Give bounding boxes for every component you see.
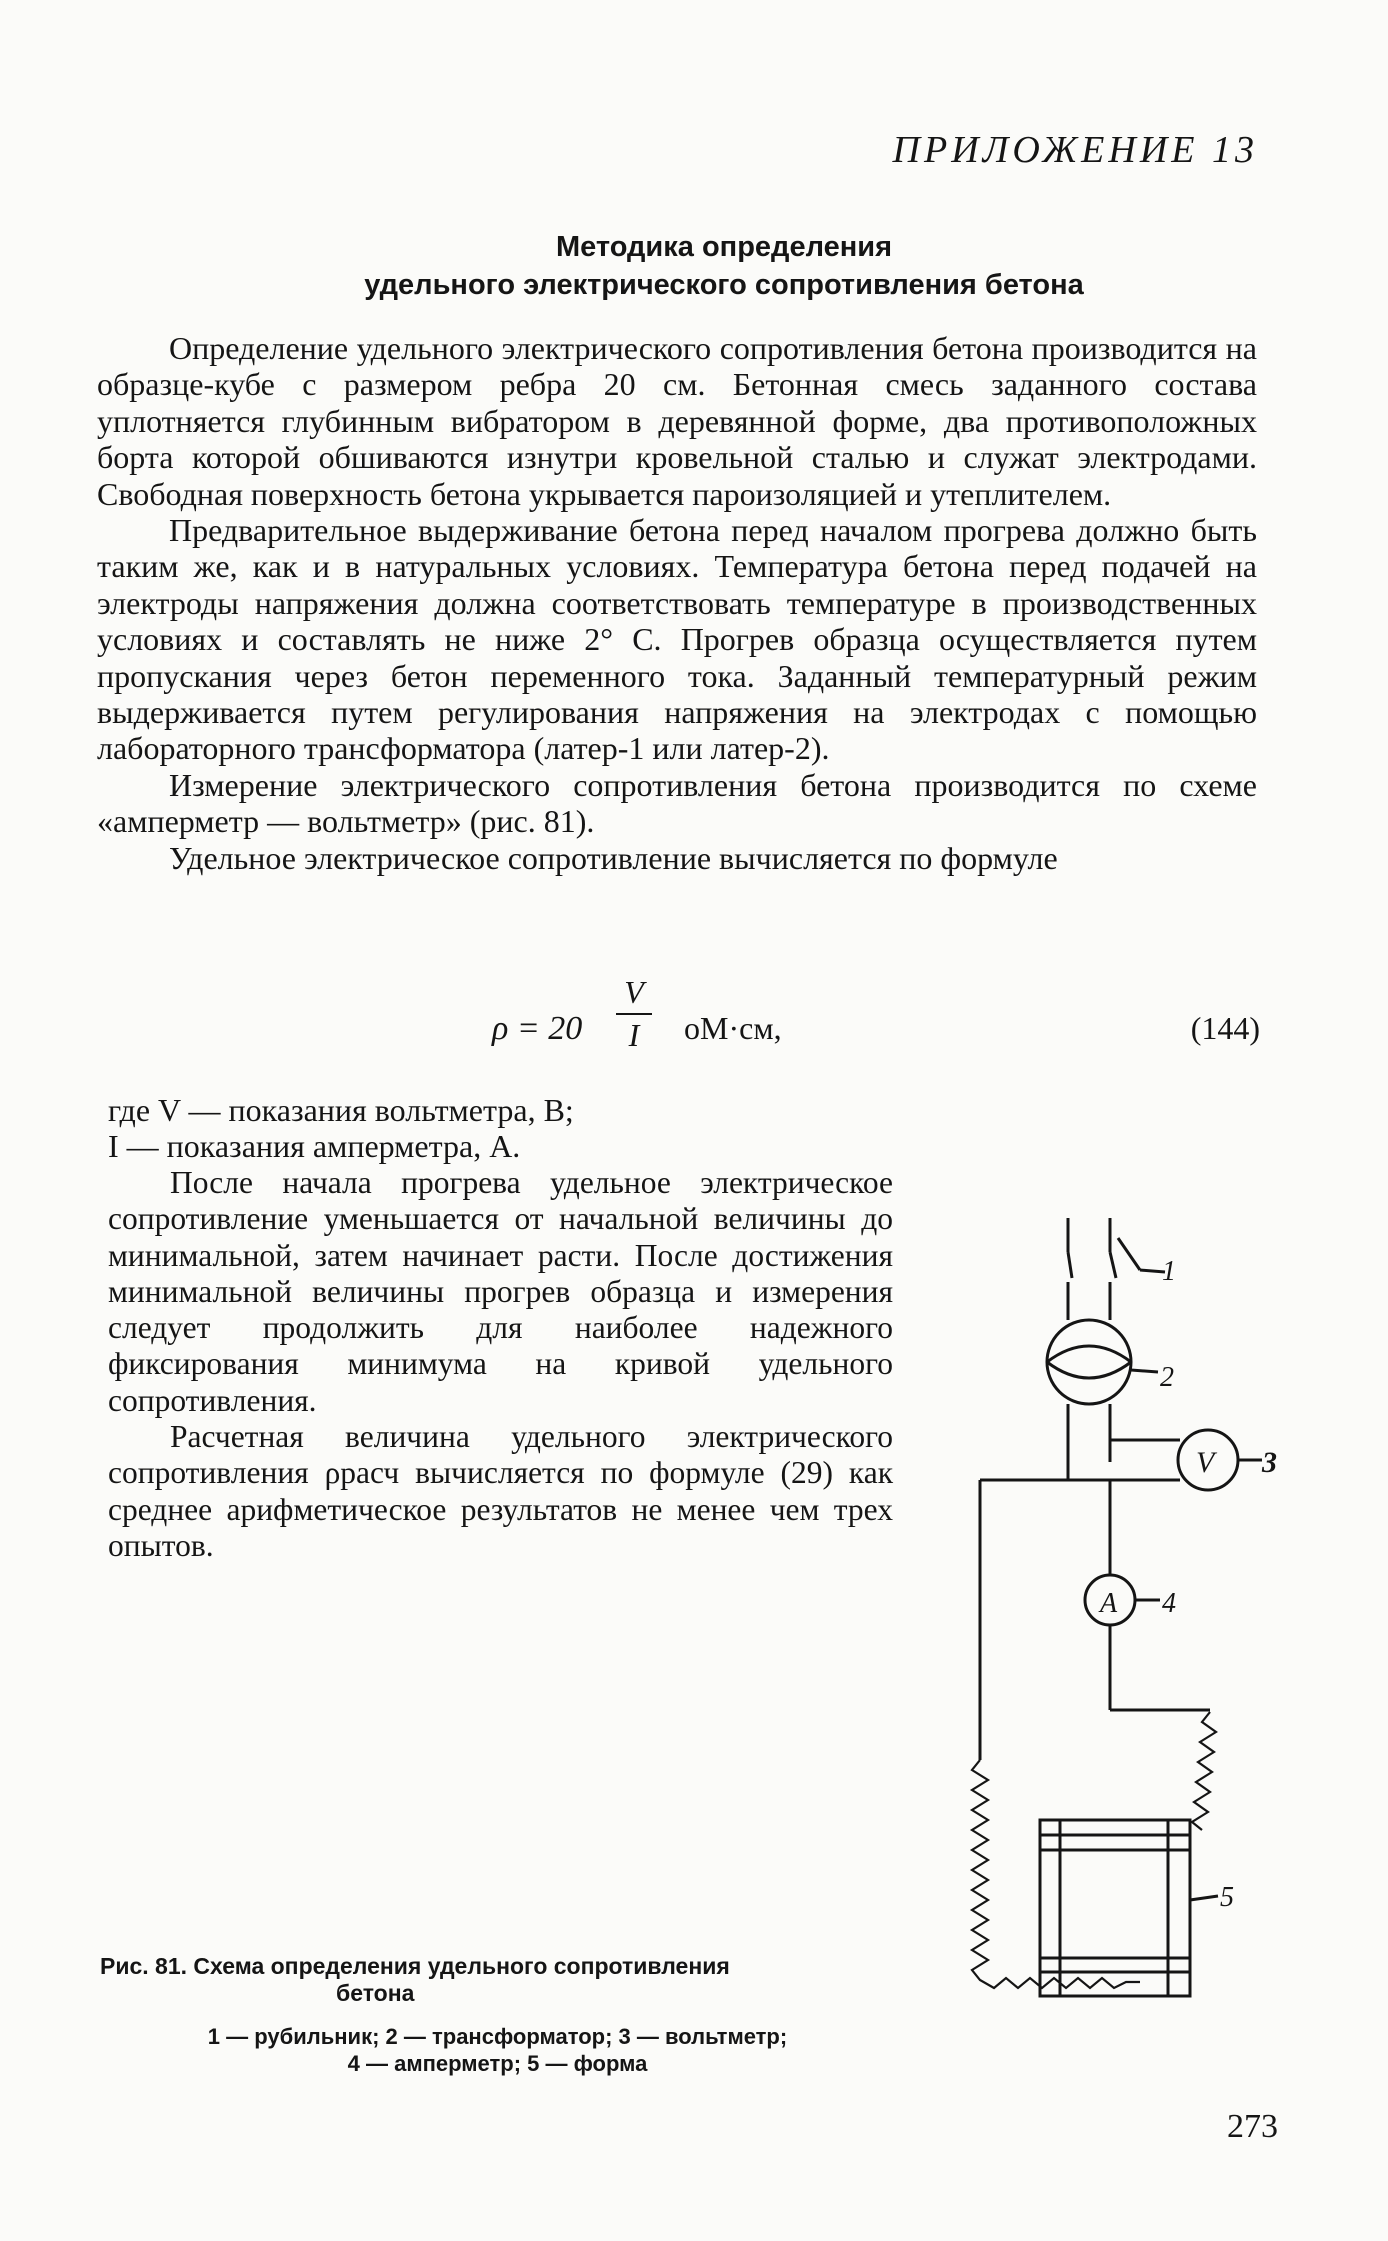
formula-legend (108, 1092, 574, 1164)
voltmeter-symbol: V (1196, 1446, 1215, 1479)
side-text (108, 1165, 893, 1564)
voltmeter-icon (1178, 1430, 1262, 1490)
fraction-bar (616, 1013, 652, 1015)
switch-icon (1068, 1218, 1165, 1320)
caption-legend-line-2: 4 — амперметр; 5 — форма (347, 2051, 648, 2076)
form-icon (1040, 1820, 1218, 1996)
paragraph: Расчетная величина удельного электрического сопротивления ρрасч вычисляется по формуле (29) как среднее арифметическое результатов не менее чем трех опытов. (108, 1419, 893, 1563)
label-1: 1 (1162, 1256, 1176, 1287)
label-5: 5 (1220, 1882, 1234, 1913)
formula-unit: оМ·см, (684, 1010, 782, 1046)
formula-fraction (616, 974, 652, 1054)
formula-lhs: ρ = 20 (492, 1010, 583, 1047)
label-2: 2 (1160, 1362, 1174, 1393)
ammeter-symbol: A (1100, 1588, 1118, 1619)
formula-denominator: I (628, 1017, 640, 1053)
title-line-1: Методика определения (555, 231, 893, 263)
caption-legend (100, 2023, 895, 2077)
paragraph: Предварительное выдерживание бетона перед началом прогрева должно быть таким же, как и в натуральных условиях. Температура бетона перед подачей на электроды напряжения должна соответствовать температуре в производственных условиях и составлять не ниже 2° С. Прогрев образца осуществляется путем пропускания через бетон переменного тока. Заданный температурный режим выдерживается путем регулирования напряжения на электродах с помощью лабораторного трансформатора (латер-1 или латер-2). (97, 512, 1257, 767)
lead-wire-left (972, 1760, 1140, 1988)
figure-caption (100, 1953, 895, 2077)
body-text (97, 330, 1257, 876)
lead-wire-right (1192, 1712, 1216, 1830)
paragraph: Определение удельного электрического сопротивления бетона производится на образце-кубе с размером ребра 20 см. Бетонная смесь заданного состава уплотняется глубинным вибратором в деревянной форме, два противоположных борта которой обшиваются изнутри кровельной сталью и служат электродами. Свободная поверхность бетона укрывается пароизоляцией и утеплителем. (97, 330, 1257, 512)
paragraph: После начала прогрева удельное электрическое сопротивление уменьшается от начальной величины до минимальной, затем начинает расти. После достижения минимальной величины прогрев образца и измерения следует продолжить для наиболее надежного фиксирования минимума на кривой удельного сопротивления. (108, 1165, 893, 1418)
paragraph: Измерение электрического сопротивления бетона производится по схеме «амперметр — вольтметр» (рис. 81). (97, 766, 1257, 840)
label-4: 4 (1162, 1588, 1176, 1619)
section-title (0, 228, 1388, 304)
caption-legend-line-1: 1 — рубильник; 2 — трансформатор; 3 — вольтметр; (207, 2024, 788, 2049)
caption-title-line-2: бетона (336, 1980, 415, 2006)
label-3: 3 (1262, 1446, 1277, 1479)
formula (0, 970, 1388, 1053)
page-number: 273 (1227, 2108, 1278, 2145)
transformer-icon (1047, 1320, 1158, 1404)
paragraph: Удельное электрическое сопротивление вычисляется по формуле (169, 839, 1058, 876)
legend-line-ammeter: I — показания амперметра, А. (108, 1128, 521, 1164)
formula-number: (144) (1190, 1010, 1260, 1046)
ammeter-icon (1085, 1575, 1160, 1625)
appendix-heading: ПРИЛОЖЕНИЕ 13 (892, 129, 1258, 171)
circuit-diagram (950, 1190, 1290, 2020)
formula-numerator: V (624, 974, 644, 1010)
legend-line-voltmeter: где V — показания вольтметра, В; (108, 1092, 574, 1128)
title-line-2: удельного электрического сопротивления бетона (364, 269, 1084, 301)
caption-title-line-1: Рис. 81. Схема определения удельного сопротивления (100, 1953, 730, 1979)
